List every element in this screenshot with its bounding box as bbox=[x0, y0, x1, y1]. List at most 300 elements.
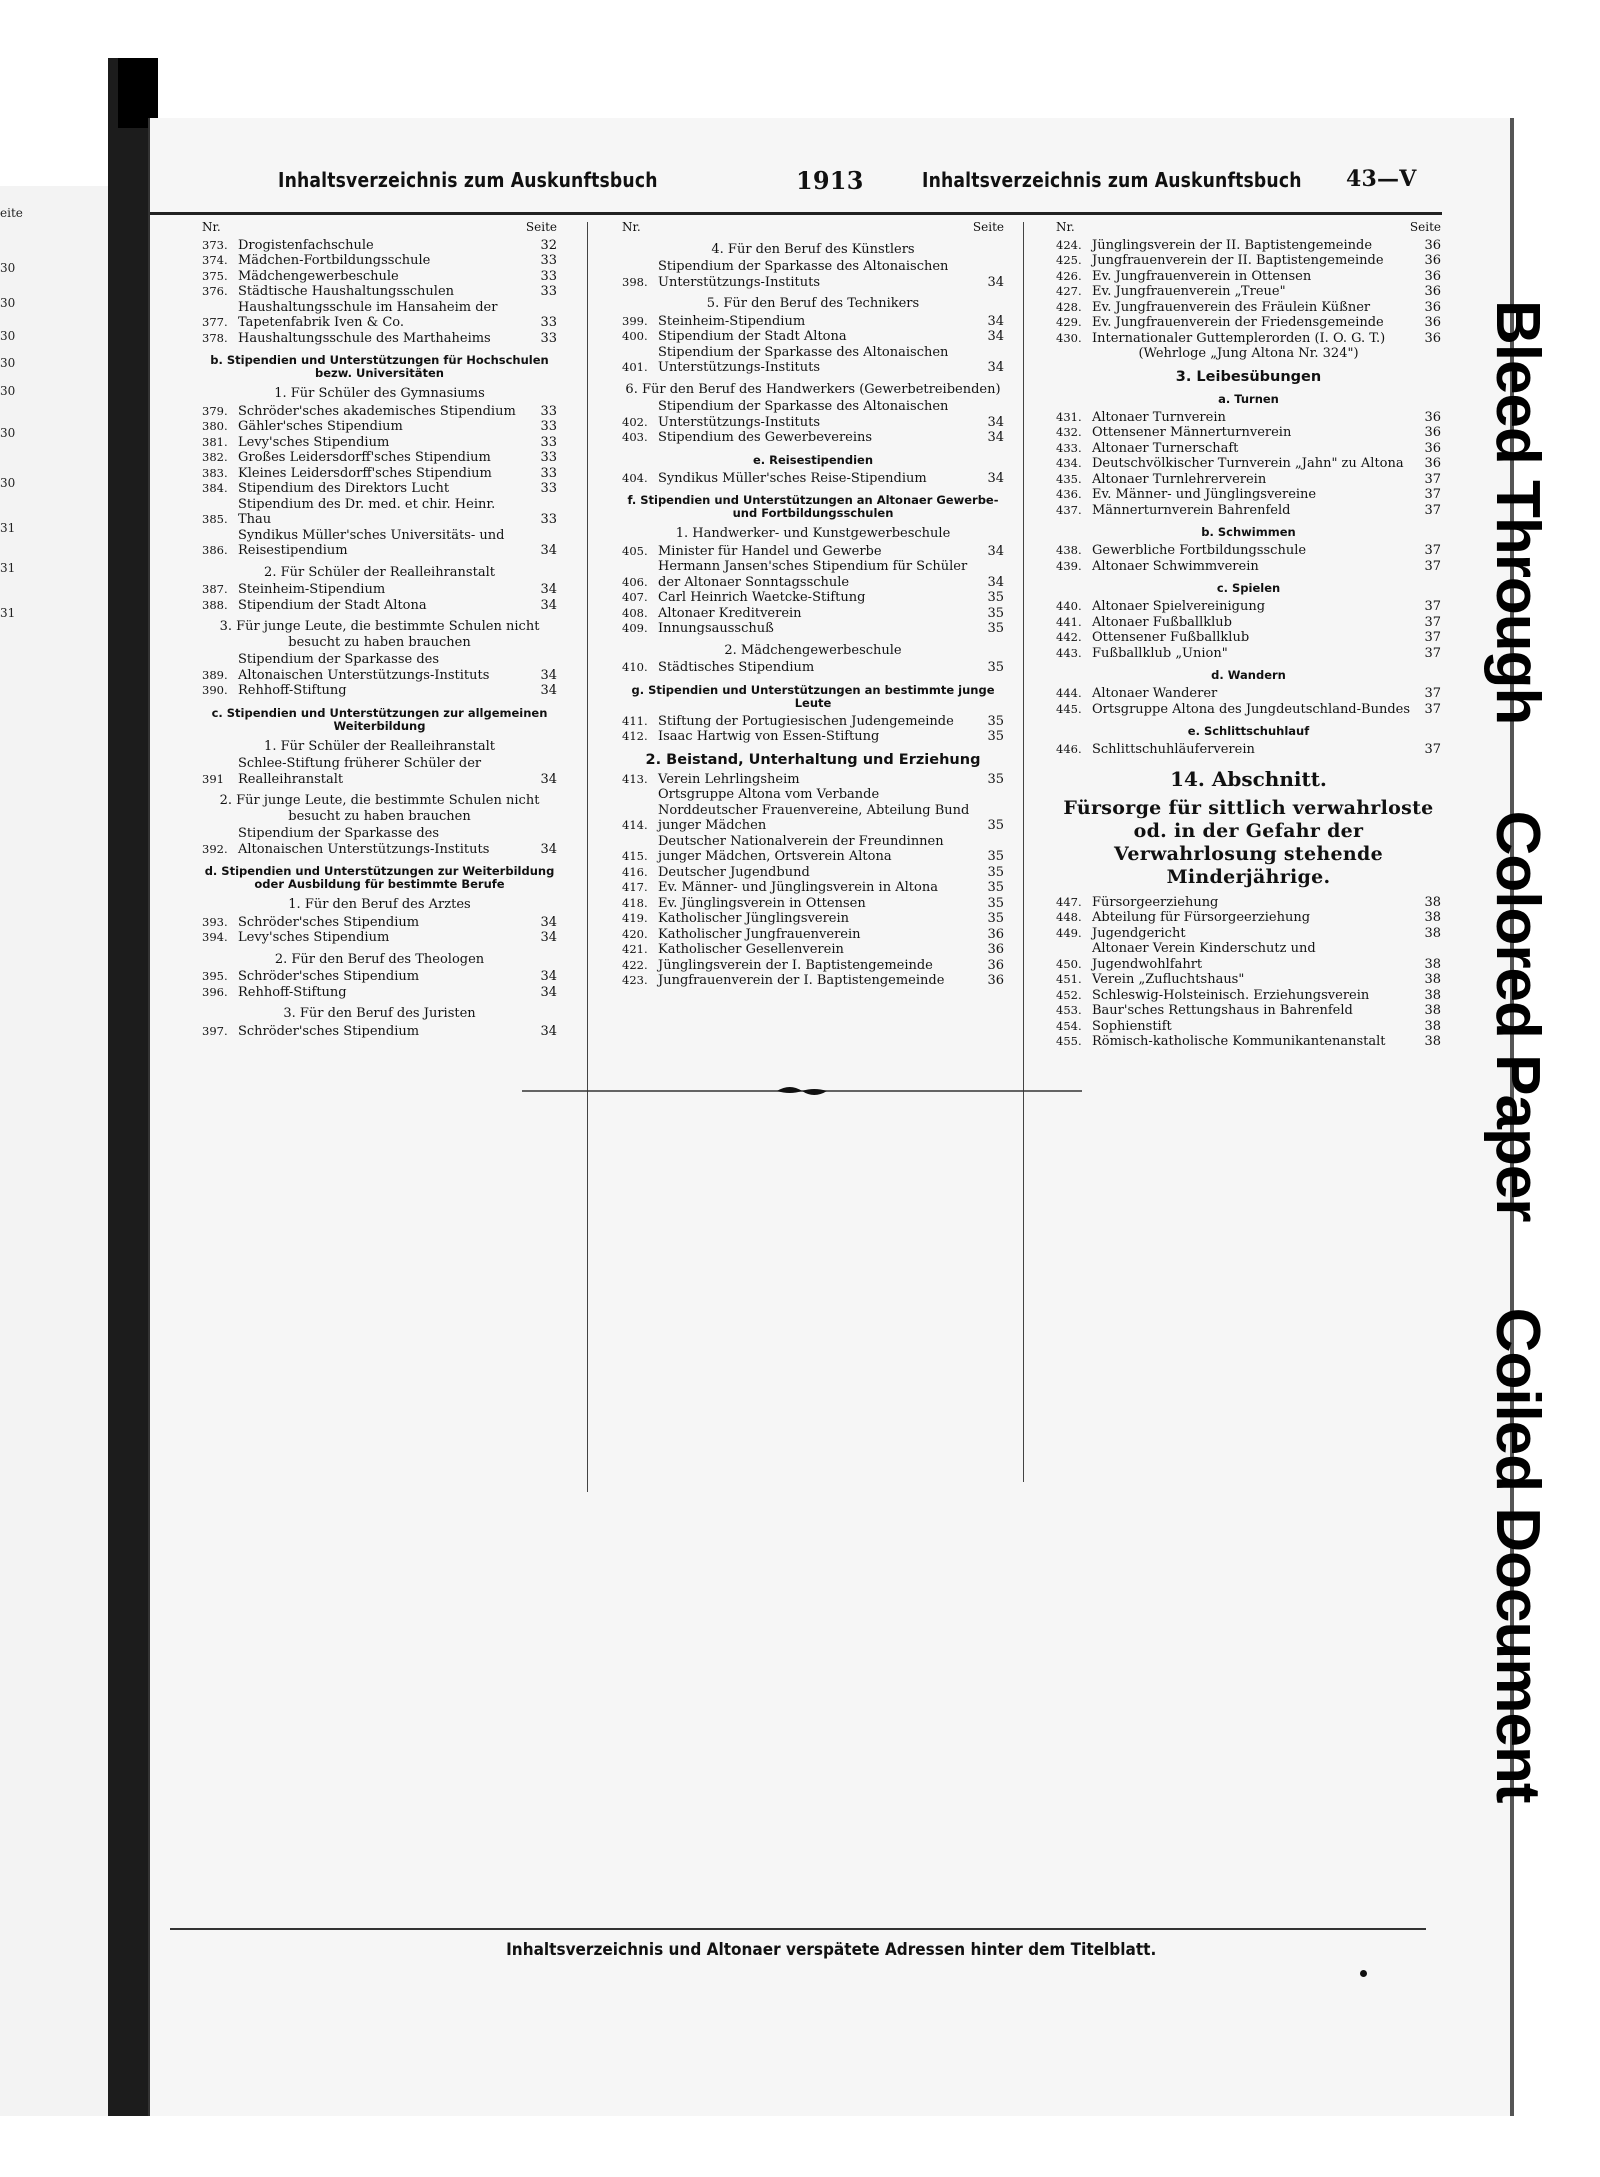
index-entry bbox=[622, 865, 1004, 881]
entry-title: Katholischer Gesellenverein bbox=[658, 942, 844, 957]
entry-page: 36 bbox=[1424, 440, 1441, 456]
subsection-heading: f. Stipendien und Unterstützungen an Altonaer Gewerbe- und Fortbildungsschulen bbox=[627, 493, 999, 520]
entry-number: 423. bbox=[622, 973, 648, 987]
entry-title: Altonaer Kreditverein bbox=[658, 605, 802, 621]
entry-number: 396. bbox=[202, 984, 228, 999]
entry-number: 442. bbox=[1056, 630, 1082, 644]
entry-title: Haushaltungsschule des Marthaheims bbox=[238, 330, 491, 346]
entry-page: 35 bbox=[987, 849, 1004, 864]
footer-rule bbox=[170, 1928, 1426, 1930]
entry-title: Minister für Handel und Gewerbe bbox=[658, 543, 882, 559]
subsection-label: 5. Für den Beruf des Technikers bbox=[706, 296, 920, 311]
subsection-heading: e. Reisestipendien bbox=[752, 452, 874, 467]
index-entry bbox=[622, 590, 1004, 606]
entry-number: 380. bbox=[202, 419, 228, 433]
entry-title: Städtisches Stipendium bbox=[658, 660, 815, 675]
entry-title: Mädchengewerbeschule bbox=[238, 268, 399, 284]
prev-page-number: 31 bbox=[0, 606, 16, 620]
index-entry bbox=[202, 969, 557, 985]
entry-page: 35 bbox=[987, 864, 1004, 880]
entry-number: 400. bbox=[622, 329, 648, 343]
entry-number: 413. bbox=[622, 771, 648, 786]
entry-page: 34 bbox=[987, 470, 1004, 486]
entry-number: 378. bbox=[202, 330, 228, 345]
entry-number: 446. bbox=[1056, 742, 1082, 756]
entry-number: 426. bbox=[1056, 268, 1082, 283]
subsection-heading: c. Spielen bbox=[1216, 581, 1281, 595]
index-entry bbox=[202, 826, 557, 857]
index-entry bbox=[1056, 895, 1441, 911]
entry-number: 432. bbox=[1056, 425, 1082, 439]
subsection-label: 2. Für junge Leute, die bestimmte Schulen nicht besucht zu haben brauchen bbox=[219, 793, 540, 824]
entry-page: 35 bbox=[987, 590, 1004, 605]
section-heading: 2. Beistand, Unterhaltung und Erziehung bbox=[645, 751, 981, 768]
prev-page-number: 30 bbox=[0, 261, 16, 275]
entry-number: 434. bbox=[1056, 456, 1082, 470]
entry-page: 38 bbox=[1424, 1003, 1441, 1018]
subsection-label: 1. Für Schüler der Realleihranstalt bbox=[264, 738, 495, 754]
column-header bbox=[622, 220, 1004, 236]
entry-title: Verein „Zufluchtshaus" bbox=[1092, 972, 1245, 987]
entry-page: 34 bbox=[540, 771, 557, 787]
entry-title: Römisch-katholische Kommunikantenanstalt bbox=[1092, 1034, 1386, 1049]
entry-title: Stipendium der Sparkasse des Altonaischen Unterstützungs-Instituts bbox=[658, 259, 949, 290]
entry-title: Stiftung der Portugiesischen Judengemeinde bbox=[658, 713, 954, 729]
entry-title: Carl Heinrich Waetcke-Stiftung bbox=[658, 590, 866, 605]
index-entry bbox=[1056, 926, 1441, 942]
index-entry bbox=[202, 1024, 557, 1040]
index-column-2 bbox=[622, 220, 1004, 989]
entry-number: 433. bbox=[1056, 440, 1082, 455]
entry-number: 390. bbox=[202, 683, 228, 697]
index-entry bbox=[202, 419, 557, 435]
entry-title: Rehhoff-Stiftung bbox=[238, 984, 347, 1000]
entry-page: 34 bbox=[540, 930, 557, 945]
entry-page: 34 bbox=[987, 414, 1004, 430]
subsection-heading: d. Wandern bbox=[1211, 668, 1286, 682]
subsection-heading: a. Turnen bbox=[1218, 391, 1279, 406]
subsection-label: 6. Für den Beruf des Handwerkers (Gewerbetreibenden) bbox=[625, 381, 1001, 397]
entry-title: Deutschvölkischer Turnverein „Jahn" zu Altona bbox=[1092, 456, 1404, 471]
entry-page: 38 bbox=[1424, 972, 1441, 987]
index-entry bbox=[622, 927, 1004, 943]
index-entry bbox=[202, 284, 557, 300]
entry-title: Ev. Jünglingsverein in Ottensen bbox=[658, 895, 866, 911]
entry-page: 35 bbox=[987, 621, 1004, 636]
index-entry bbox=[1056, 503, 1441, 519]
entry-title: Stipendium der Sparkasse des Altonaischen Unterstützungs-Instituts bbox=[658, 344, 949, 375]
subsection-label: 4. Für den Beruf des Künstlers bbox=[711, 241, 915, 257]
entry-number: 417. bbox=[622, 880, 648, 894]
entry-page: 37 bbox=[1424, 630, 1441, 645]
entry-page: 32 bbox=[540, 237, 557, 253]
entry-title: Steinheim-Stipendium bbox=[658, 313, 806, 329]
prev-page-number: 30 bbox=[0, 329, 16, 343]
entry-number: 399. bbox=[622, 313, 648, 328]
entry-title: Rehhoff-Stiftung bbox=[238, 683, 347, 698]
index-entry bbox=[1056, 425, 1441, 441]
entry-number: 416. bbox=[622, 864, 648, 879]
prev-page-number: 30 bbox=[0, 476, 16, 490]
entry-page: 33 bbox=[540, 284, 557, 299]
entry-page: 37 bbox=[1424, 543, 1441, 558]
entry-title: Ottensener Männerturnverein bbox=[1092, 425, 1292, 440]
entry-page: 34 bbox=[987, 360, 1004, 375]
side-label-3: Coiled Document bbox=[1483, 1307, 1552, 1803]
index-entry bbox=[202, 435, 557, 451]
entry-page: 33 bbox=[540, 268, 557, 284]
entry-title: Jugendgericht bbox=[1092, 925, 1186, 941]
subsection-label: 1. Für Schüler des Gymnasiums bbox=[274, 386, 485, 401]
entry-number: 408. bbox=[622, 605, 648, 620]
entry-page: 35 bbox=[987, 911, 1004, 926]
entry-page: 33 bbox=[540, 512, 557, 527]
entry-title: Steinheim-Stipendium bbox=[238, 582, 386, 597]
entry-number: 424. bbox=[1056, 237, 1082, 252]
entry-title: Katholischer Jünglingsverein bbox=[658, 911, 850, 926]
entry-title: Hermann Jansen'sches Stipendium für Schüler der Altonaer Sonntagsschule bbox=[658, 559, 968, 590]
index-page bbox=[148, 118, 1512, 2116]
entry-page: 33 bbox=[540, 450, 557, 465]
entry-number: 392. bbox=[202, 841, 228, 856]
entry-number: 447. bbox=[1056, 894, 1082, 909]
index-entry bbox=[1056, 238, 1441, 254]
column-divider bbox=[1023, 222, 1024, 1482]
entry-number: 376. bbox=[202, 284, 228, 298]
entry-title: Altonaer Turnverein bbox=[1092, 409, 1226, 425]
entry-page: 35 bbox=[987, 605, 1004, 621]
entry-number: 435. bbox=[1056, 471, 1082, 486]
index-entry bbox=[622, 259, 1004, 290]
index-entry bbox=[202, 756, 557, 787]
index-entry bbox=[1056, 630, 1441, 646]
prev-page-number: eite bbox=[0, 206, 23, 220]
entry-number: 439. bbox=[1056, 558, 1082, 573]
previous-page-edge bbox=[0, 186, 118, 2116]
index-entry bbox=[1056, 702, 1441, 718]
entry-title: Internationaler Guttemplerorden (I. O. G. T.) bbox=[1092, 330, 1386, 346]
entry-title: Verein Lehrlingsheim bbox=[658, 771, 800, 787]
index-entry bbox=[202, 598, 557, 614]
entry-page: 37 bbox=[1424, 558, 1441, 574]
entry-number: 419. bbox=[622, 911, 648, 925]
index-entry bbox=[202, 683, 557, 699]
entry-page: 34 bbox=[540, 597, 557, 613]
entry-title: Ortsgruppe Altona des Jungdeutschland-Bundes bbox=[1092, 701, 1411, 717]
entry-page: 38 bbox=[1424, 956, 1441, 972]
index-entry bbox=[1056, 742, 1441, 758]
column-header-nr: Nr. bbox=[202, 220, 221, 234]
subsection-heading: c. Stipendien und Unterstützungen zur allgemeinen Weiterbildung bbox=[211, 705, 548, 733]
index-entry bbox=[1056, 646, 1441, 662]
entry-number: 444. bbox=[1056, 686, 1082, 700]
entry-number: 411. bbox=[622, 713, 648, 728]
entry-title: Gewerbliche Fortbildungsschule bbox=[1092, 543, 1307, 558]
subsection-heading: b. Schwimmen bbox=[1201, 525, 1296, 539]
index-entry bbox=[1056, 988, 1441, 1004]
entry-title: Stipendium der Stadt Altona bbox=[658, 329, 847, 344]
index-entry bbox=[1056, 284, 1441, 300]
entry-title: Stipendium der Sparkasse des Altonaischen Unterstützungs-Instituts bbox=[238, 652, 490, 683]
entry-page: 37 bbox=[1424, 645, 1441, 661]
entry-title: Deutscher Jugendbund bbox=[658, 864, 810, 880]
index-entry bbox=[622, 345, 1004, 376]
column-header-nr: Nr. bbox=[622, 220, 641, 234]
index-entry bbox=[202, 528, 557, 559]
entry-page: 34 bbox=[540, 984, 557, 1000]
index-entry bbox=[202, 450, 557, 466]
entry-title: Deutscher Nationalverein der Freundinnen junger Mädchen, Ortsverein Altona bbox=[658, 833, 944, 864]
entry-title: Ev. Männer- und Jünglingsvereine bbox=[1092, 487, 1317, 502]
entry-number: 386. bbox=[202, 543, 228, 557]
entry-title: Ev. Jungfrauenverein „Treue" bbox=[1092, 284, 1286, 299]
entry-page: 33 bbox=[540, 330, 557, 346]
entry-page: 34 bbox=[987, 430, 1004, 445]
index-entry bbox=[202, 404, 557, 420]
column-divider bbox=[587, 222, 588, 1492]
entry-page: 37 bbox=[1424, 701, 1441, 717]
entry-title: Altonaer Spielvereinigung bbox=[1092, 599, 1266, 614]
header-left-title: Inhaltsverzeichnis zum Auskunftsbuch bbox=[278, 168, 658, 192]
entry-number: 448. bbox=[1056, 910, 1082, 924]
entry-number: 398. bbox=[622, 274, 648, 289]
entry-number: 382. bbox=[202, 450, 228, 464]
prev-page-number: 30 bbox=[0, 296, 16, 310]
index-column-3 bbox=[1056, 220, 1441, 1050]
entry-title: Jungfrauenverein der I. Baptistengemeinde bbox=[658, 973, 945, 988]
index-entry bbox=[1056, 686, 1441, 702]
entry-number: 409. bbox=[622, 621, 648, 635]
entry-number: 383. bbox=[202, 465, 228, 480]
page-footer bbox=[150, 1940, 1512, 1960]
entry-title: Ev. Männer- und Jünglingsverein in Altona bbox=[658, 880, 938, 895]
index-entry bbox=[622, 621, 1004, 637]
column-header-seite: Seite bbox=[525, 220, 557, 234]
entry-page: 35 bbox=[987, 660, 1004, 675]
footer-text: Inhaltsverzeichnis und Altonaer verspätete Adressen hinter dem Titelblatt. bbox=[505, 1940, 1157, 1960]
entry-number: 431. bbox=[1056, 409, 1082, 424]
entry-number: 415. bbox=[622, 849, 648, 863]
entry-number: 443. bbox=[1056, 645, 1082, 660]
index-entry bbox=[1056, 331, 1441, 347]
index-entry bbox=[622, 880, 1004, 896]
entry-title: Schleswig-Holsteinisch. Erziehungsverein bbox=[1092, 987, 1370, 1003]
entry-page: 35 bbox=[987, 818, 1004, 833]
index-entry bbox=[1056, 441, 1441, 457]
index-entry bbox=[622, 559, 1004, 590]
entry-number: 397. bbox=[202, 1023, 228, 1038]
entry-page: 36 bbox=[1424, 237, 1441, 253]
entry-title: Schröder'sches akademisches Stipendium bbox=[238, 403, 516, 419]
header-right-title: Inhaltsverzeichnis zum Auskunftsbuch bbox=[922, 168, 1302, 192]
entry-number: 450. bbox=[1056, 956, 1082, 971]
entry-title: Isaac Hartwig von Essen-Stiftung bbox=[658, 729, 880, 744]
entry-title: Jungfrauenverein der II. Baptistengemeinde bbox=[1092, 253, 1384, 268]
index-entry bbox=[622, 471, 1004, 487]
index-entry bbox=[622, 660, 1004, 676]
entry-page: 34 bbox=[540, 683, 557, 698]
index-entry bbox=[1056, 1019, 1441, 1035]
entry-number: 440. bbox=[1056, 599, 1082, 613]
entry-title: Ottensener Fußballklub bbox=[1092, 630, 1250, 645]
entry-title: Schröder'sches Stipendium bbox=[238, 969, 420, 984]
subsection-label: 3. Für den Beruf des Juristen bbox=[283, 1006, 476, 1021]
entry-title: Altonaer Fußballklub bbox=[1092, 614, 1232, 630]
column-header-nr: Nr. bbox=[1056, 220, 1075, 234]
entry-title: Schröder'sches Stipendium bbox=[238, 914, 420, 930]
page-header bbox=[150, 168, 1512, 204]
entry-number: 388. bbox=[202, 597, 228, 612]
index-entry bbox=[622, 430, 1004, 446]
entry-number: 453. bbox=[1056, 1003, 1082, 1017]
entry-page: 36 bbox=[1424, 268, 1441, 284]
entry-page: 35 bbox=[987, 729, 1004, 744]
entry-page: 34 bbox=[987, 313, 1004, 329]
index-entry bbox=[202, 582, 557, 598]
entry-page: 37 bbox=[1424, 502, 1441, 518]
entry-title: Jünglingsverein der II. Baptistengemeinde bbox=[1092, 237, 1373, 253]
index-entry bbox=[622, 958, 1004, 974]
entry-title: Fürsorgeerziehung bbox=[1092, 894, 1219, 910]
entry-title: Kleines Leidersdorff'sches Stipendium bbox=[238, 465, 492, 481]
entry-number: 418. bbox=[622, 895, 648, 910]
entry-number: 385. bbox=[202, 512, 228, 526]
index-entry bbox=[1056, 472, 1441, 488]
entry-title: Männerturnverein Bahrenfeld bbox=[1092, 502, 1291, 518]
entry-number: 430. bbox=[1056, 330, 1082, 345]
subsection-label: 1. Für den Beruf des Arztes bbox=[288, 897, 471, 912]
index-entry bbox=[1056, 253, 1441, 269]
entry-number: 422. bbox=[622, 957, 648, 972]
index-entry bbox=[622, 314, 1004, 330]
entry-page: 36 bbox=[1424, 409, 1441, 425]
column-header bbox=[1056, 220, 1441, 236]
index-entry bbox=[622, 544, 1004, 560]
entry-page: 35 bbox=[987, 771, 1004, 787]
subsection-heading: b. Stipendien und Unterstützungen für Hochschulen bezw. Universitäten bbox=[210, 353, 549, 380]
entry-number: 454. bbox=[1056, 1018, 1082, 1033]
index-entry bbox=[1056, 559, 1441, 575]
entry-page: 37 bbox=[1424, 471, 1441, 487]
entry-page: 36 bbox=[1424, 315, 1441, 330]
entry-number: 393. bbox=[202, 914, 228, 929]
entry-title: Mädchen-Fortbildungsschule bbox=[238, 253, 431, 268]
index-entry bbox=[622, 729, 1004, 745]
entry-page: 35 bbox=[987, 895, 1004, 911]
side-label-2: Colored Paper bbox=[1483, 810, 1552, 1222]
prev-page-number: 31 bbox=[0, 561, 16, 575]
entry-title: Levy'sches Stipendium bbox=[238, 930, 390, 945]
entry-page: 37 bbox=[1424, 742, 1441, 757]
prev-page-number: 30 bbox=[0, 384, 16, 398]
entry-title: Ev. Jungfrauenverein des Fräulein Küßner bbox=[1092, 299, 1371, 315]
entry-title: Stipendium des Dr. med. et chir. Heinr. Thau bbox=[238, 496, 496, 527]
entry-page: 36 bbox=[987, 957, 1004, 973]
entry-title: Katholischer Jungfrauenverein bbox=[658, 926, 861, 942]
entry-number: 381. bbox=[202, 434, 228, 449]
entry-number: 452. bbox=[1056, 987, 1082, 1002]
index-entry bbox=[202, 300, 557, 331]
entry-title: Ev. Jungfrauenverein der Friedensgemeinde bbox=[1092, 315, 1384, 330]
entry-number: 420. bbox=[622, 926, 648, 941]
subsection-label: 2. Für Schüler der Realleihranstalt bbox=[264, 564, 495, 580]
entry-number: 404. bbox=[622, 470, 648, 485]
entry-number: 455. bbox=[1056, 1034, 1082, 1048]
entry-page: 36 bbox=[987, 926, 1004, 942]
index-entry bbox=[1056, 1003, 1441, 1019]
index-entry bbox=[202, 930, 557, 946]
index-entry bbox=[1056, 615, 1441, 631]
ornament-divider bbox=[522, 1083, 1082, 1099]
subsection-label: 2. Mädchengewerbeschule bbox=[724, 642, 902, 658]
entry-title: Baur'sches Rettungshaus in Bahrenfeld bbox=[1092, 1003, 1353, 1018]
entry-number: 374. bbox=[202, 253, 228, 267]
index-entry bbox=[1056, 456, 1441, 472]
entry-number: 425. bbox=[1056, 253, 1082, 267]
entry-title: Jünglingsverein der I. Baptistengemeinde bbox=[658, 957, 933, 973]
index-entry bbox=[202, 497, 557, 528]
entry-page: 33 bbox=[540, 465, 557, 481]
entry-page: 33 bbox=[540, 434, 557, 450]
index-entry bbox=[1056, 410, 1441, 426]
entry-page: 36 bbox=[1424, 456, 1441, 471]
entry-number: 405. bbox=[622, 543, 648, 558]
entry-page: 38 bbox=[1424, 1018, 1441, 1034]
entry-number: 438. bbox=[1056, 543, 1082, 557]
entry-page: 36 bbox=[1424, 284, 1441, 299]
entry-number: 437. bbox=[1056, 502, 1082, 517]
entry-number: 406. bbox=[622, 574, 648, 589]
subsection-label: 1. Handwerker- und Kunstgewerbeschule bbox=[675, 526, 951, 541]
chapter-title: Fürsorge für sittlich verwahrloste od. in der Gefahr der Verwahrlosung stehende Minderjährige. bbox=[1063, 796, 1434, 888]
entry-page: 36 bbox=[1424, 299, 1441, 315]
prev-page-number: 31 bbox=[0, 521, 16, 535]
entry-number: 403. bbox=[622, 430, 648, 444]
header-year: 1913 bbox=[796, 166, 864, 195]
entry-number: 410. bbox=[622, 660, 648, 674]
entry-page: 33 bbox=[540, 253, 557, 268]
ink-dot bbox=[1360, 1970, 1367, 1977]
entry-number: 394. bbox=[202, 930, 228, 944]
index-entry bbox=[1056, 543, 1441, 559]
entry-page: 36 bbox=[987, 973, 1004, 988]
entry-page: 37 bbox=[1424, 686, 1441, 701]
index-entry bbox=[622, 606, 1004, 622]
entry-title: Levy'sches Stipendium bbox=[238, 434, 390, 450]
index-entry bbox=[1056, 300, 1441, 316]
entry-number: 428. bbox=[1056, 299, 1082, 314]
entry-page: 34 bbox=[987, 274, 1004, 290]
entry-title: Stipendium des Direktors Lucht bbox=[238, 481, 450, 496]
entry-title: Schröder'sches Stipendium bbox=[238, 1023, 420, 1039]
entry-title: Innungsausschuß bbox=[658, 621, 774, 636]
entry-page: 36 bbox=[1424, 330, 1441, 346]
entry-title: Stipendium der Sparkasse des Altonaischen Unterstützungs-Instituts bbox=[658, 399, 949, 430]
entry-title: Ortsgruppe Altona vom Verbande Norddeutscher Frauenvereine, Abteilung Bund junger Mädchen bbox=[658, 787, 970, 833]
entry-number: 402. bbox=[622, 414, 648, 429]
entry-title: Großes Leidersdorff'sches Stipendium bbox=[238, 450, 491, 465]
entry-page: 33 bbox=[540, 481, 557, 496]
prev-page-number: 30 bbox=[0, 426, 16, 440]
subsection-label: 3. Für junge Leute, die bestimmte Schulen nicht besucht zu haben brauchen bbox=[219, 619, 540, 650]
entry-page: 38 bbox=[1424, 987, 1441, 1003]
index-entry bbox=[202, 985, 557, 1001]
entry-number: 445. bbox=[1056, 701, 1082, 716]
subsection-heading: d. Stipendien und Unterstützungen zur Weiterbildung oder Ausbildung für bestimmte Berufe bbox=[204, 864, 555, 891]
entry-number: 451. bbox=[1056, 972, 1082, 986]
column-header-seite: Seite bbox=[972, 220, 1004, 234]
chapter-heading: 14. Abschnitt. bbox=[1170, 766, 1327, 791]
